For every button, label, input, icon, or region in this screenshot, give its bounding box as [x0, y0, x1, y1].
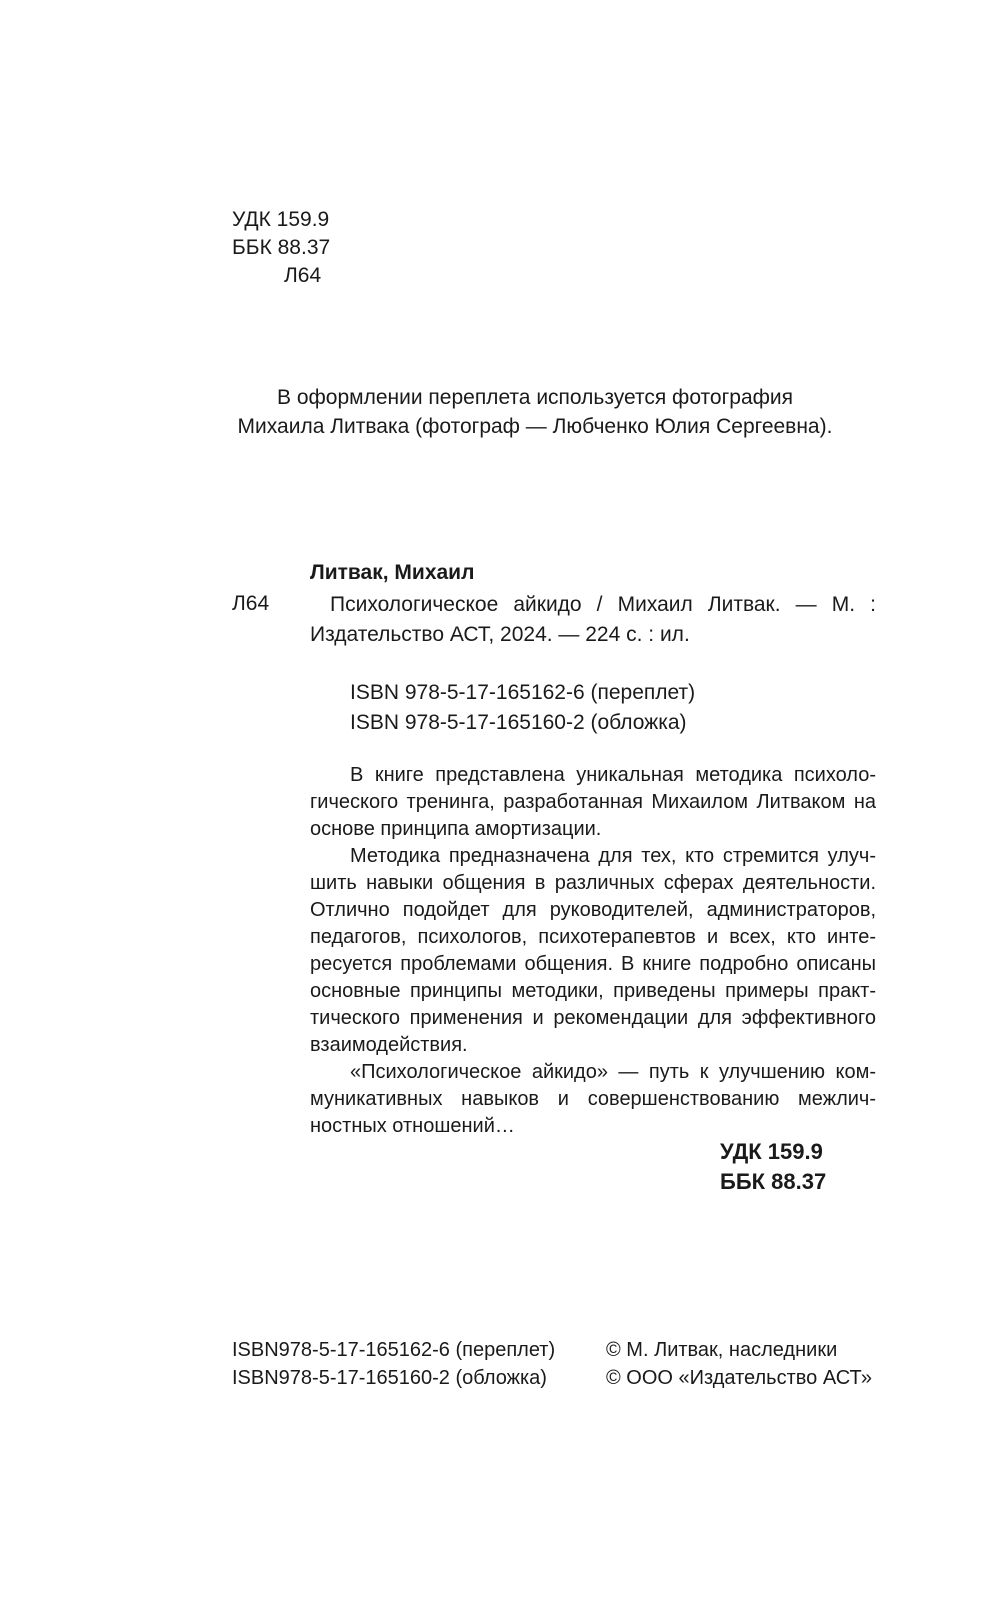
photo-credit-line-2: Михаила Литвака (фотограф — Любченко Юлия Сергеевна).: [237, 415, 833, 438]
annotation-line: гического тренинга, разработанная Михаилом Литваком на: [310, 791, 876, 813]
udk-code-bold: УДК 159.9: [720, 1139, 823, 1164]
isbn-list: [350, 678, 695, 738]
annotation-line: основные принципы методики, приведены примеры практ-: [310, 980, 876, 1002]
cover-photo-credit: [200, 383, 870, 441]
footer-isbn-hardcover: ISBN978-5-17-165162-6 (переплет): [232, 1339, 556, 1361]
annotation-line: ностных отношений…: [310, 1115, 515, 1137]
annotation-line: тического применения и рекомендации для эффективного: [310, 1007, 876, 1029]
bib-line-2: Издательство АСТ, 2024. — 224 с. : ил.: [310, 623, 690, 646]
photo-credit-line-1: B оформлении переплета используется фотография: [276, 386, 794, 409]
annotation-line: педагогов, психологов, психотерапевтов и всех, кто инте-: [310, 926, 876, 948]
copyright-publisher: © ООО «Издательство АСТ»: [606, 1367, 872, 1389]
author-heading: Литвак, Михаил: [310, 561, 475, 584]
bold-classification-codes: [720, 1137, 826, 1197]
udk-code: УДК 159.9: [232, 208, 330, 231]
top-classification-codes: [232, 206, 330, 290]
copyright-author: © М. Литвак, наследники: [606, 1339, 838, 1361]
annotation-line: взаимодействия.: [310, 1034, 468, 1056]
annotation: [310, 762, 876, 1140]
bbk-code: ББК 88.37: [232, 236, 331, 259]
annotation-line: «Психологическое айкидо» — путь к улучшению ком-: [350, 1061, 876, 1083]
annotation-line: шить навыки общения в различных сферах деятельности.: [310, 872, 876, 894]
annotation-line: Методика предназначена для тех, кто стремится улуч-: [350, 845, 876, 867]
annotation-line: ресуется проблемами общения. В книге подробно описаны: [310, 953, 876, 975]
annotation-line: муникативных навыков и совершенствованию межлич-: [310, 1088, 876, 1110]
annotation-line: основе принципа амортизации.: [310, 818, 602, 840]
footer-isbn-softcover: ISBN978-5-17-165160-2 (обложка): [232, 1367, 547, 1389]
bbk-code-bold: ББК 88.37: [720, 1169, 827, 1194]
bib-cutter-code: Л64: [232, 592, 270, 615]
bibliographic-description: [310, 590, 876, 650]
annotation-line: Отлично подойдет для руководителей, администраторов,: [310, 899, 876, 921]
annotation-line: В книге представлена уникальная методика психоло-: [350, 764, 876, 786]
cutter-code: Л64: [284, 264, 322, 287]
isbn-hardcover: ISBN 978-5-17-165162-6 (переплет): [350, 681, 696, 704]
bib-line-1: Психологическое айкидо / Михаил Литвак. — М. :: [330, 593, 876, 616]
footer-copyright: [606, 1336, 872, 1392]
footer-isbn: [232, 1336, 555, 1392]
isbn-softcover: ISBN 978-5-17-165160-2 (обложка): [350, 711, 687, 734]
